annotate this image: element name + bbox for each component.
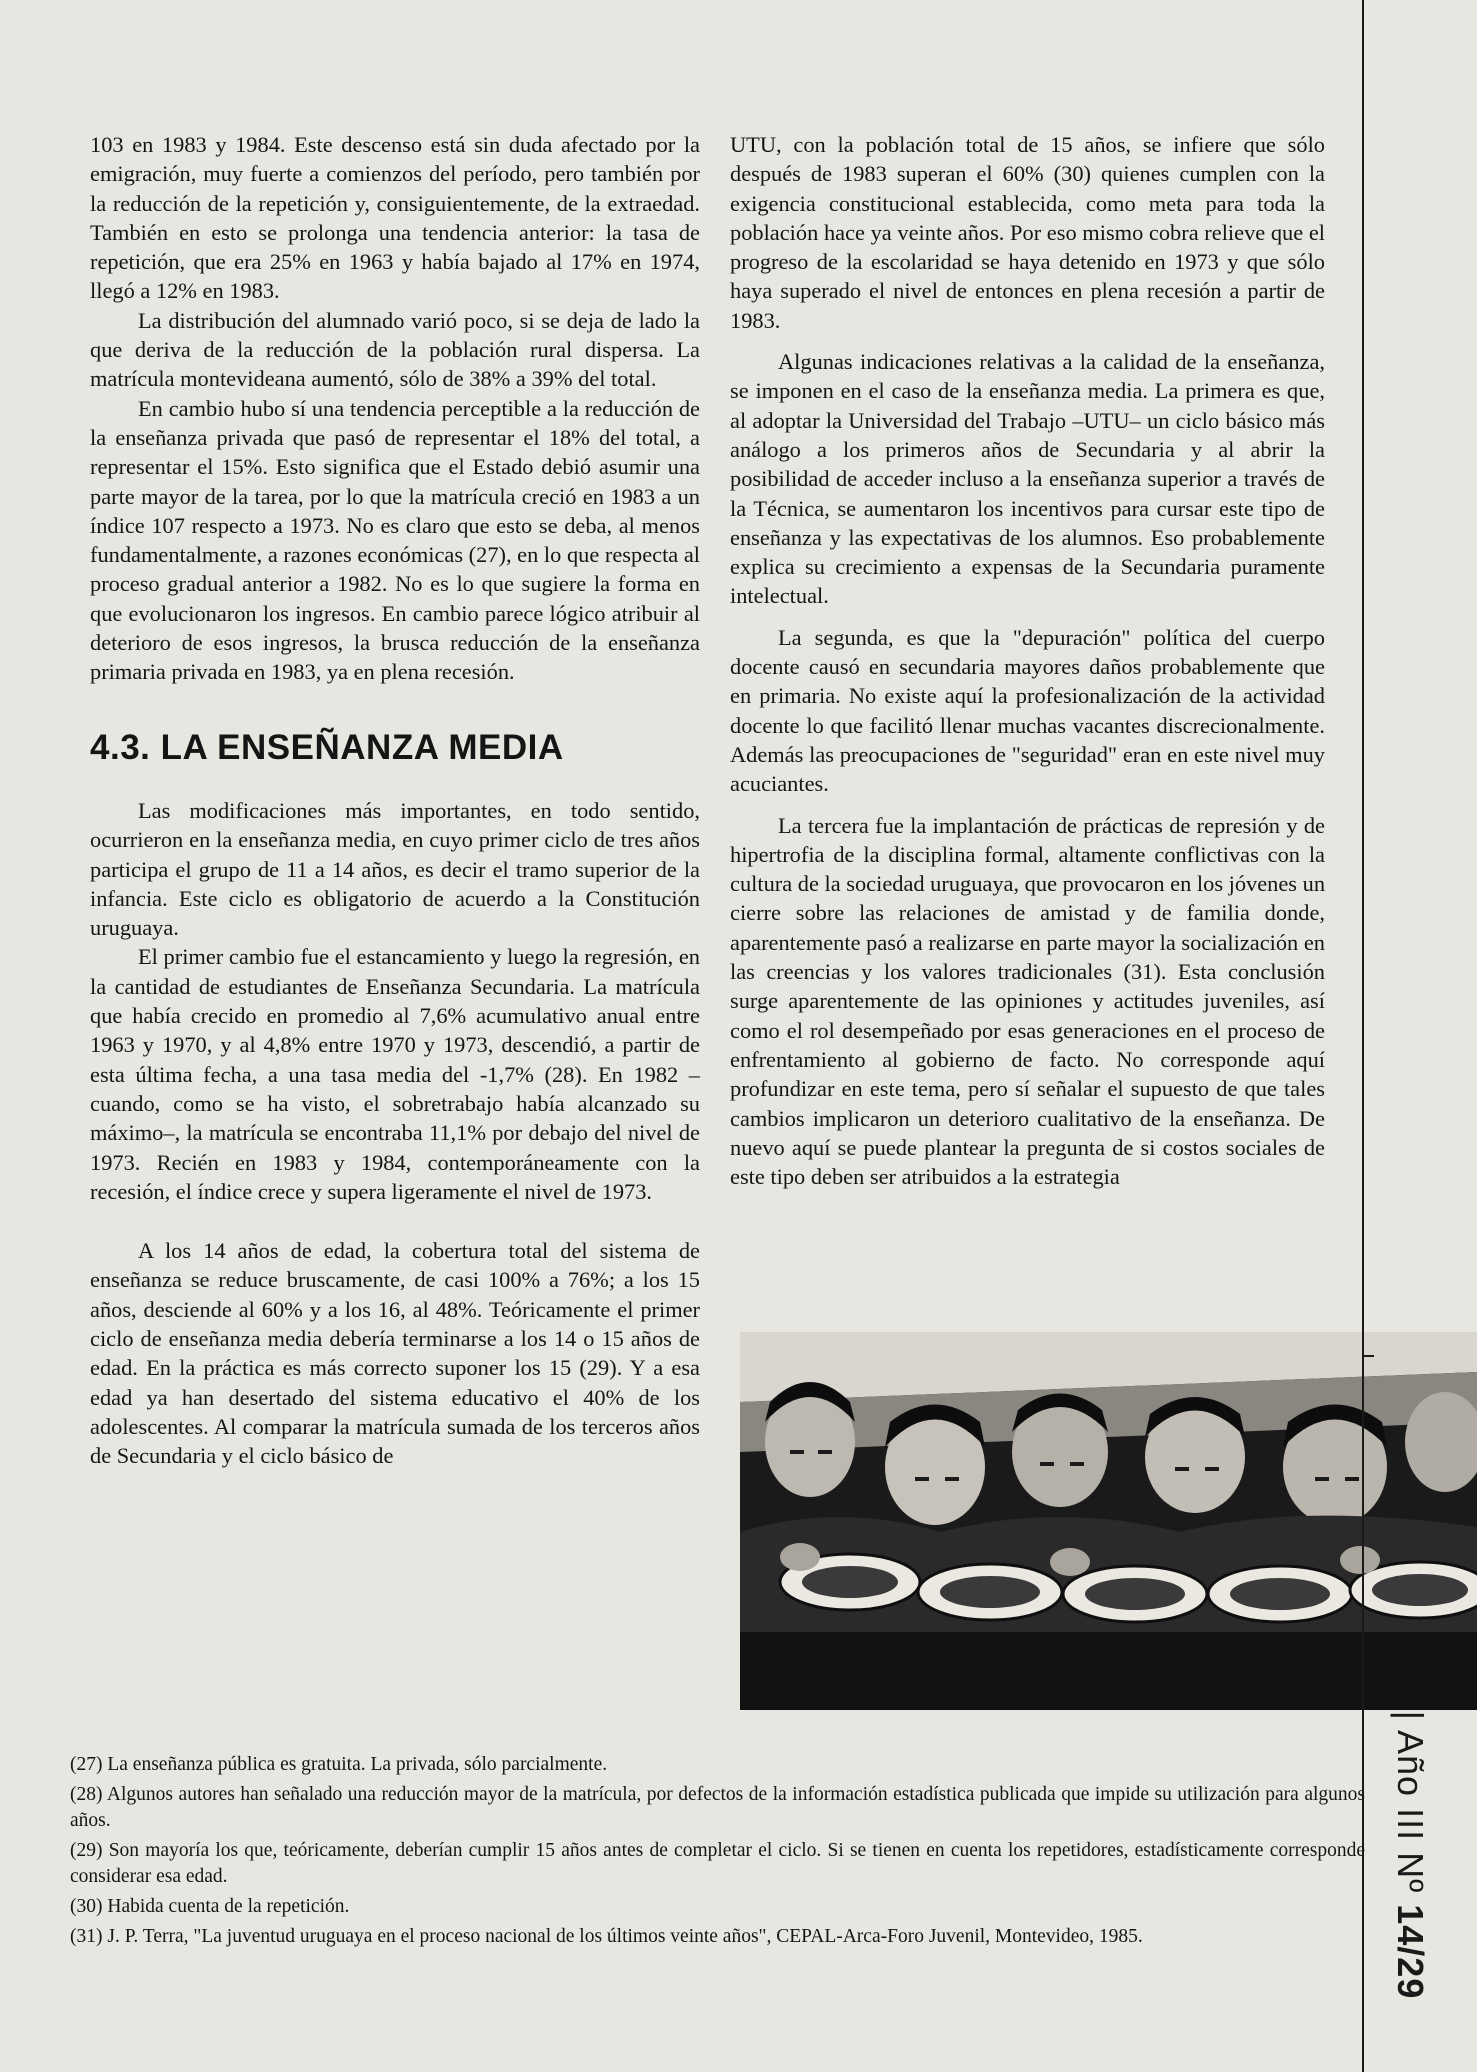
paragraph: UTU, con la población total de 15 años, se infiere que sólo después de 1983 superan el 60% (30) quienes cumplen con la exigencia constitucional establecida, como meta para toda la población hace ya veinte años. Por eso mismo cobra relieve que el progreso de la escolaridad se haya detenido en 1973 y que sólo haya superado el nivel de entonces en plena recesión a partir de 1983. bbox=[730, 132, 1325, 333]
issue-number: 14/29 bbox=[1390, 1904, 1431, 2000]
footnote: (28) Algunos autores han señalado una reducción mayor de la matrícula, por defectos de la información estadística publicada que impide su utilización para algunos años. bbox=[70, 1784, 1365, 1831]
footnote: (30) Habida cuenta de la repetición. bbox=[70, 1896, 350, 1917]
paragraph: 103 en 1983 y 1984. Este descenso está sin duda afectado por la emigración, muy fuerte a comienzos del período, pero también por la reducción de la repetición y, consiguientemente, de la extraedad. También en esto se prolonga una tendencia anterior: la tasa de repetición, que era 25% en 1963 y había bajado al 17% en 1974, llegó a 12% en 1983. bbox=[90, 132, 700, 304]
paragraph: Las modificaciones más importantes, en todo sentido, ocurrieron en la enseñanza media, en cuyo primer ciclo de tres años participa el grupo de 11 a 14 años, es decir el tramo superior de la infancia. Este ciclo es obligatorio de acuerdo a la Constitución uruguaya. bbox=[90, 797, 700, 941]
paragraph: En cambio hubo sí una tendencia perceptible a la reducción de la enseñanza privada que pasó de representar el 18% del total, a representar el 15%. Esto significa que el Estado debió asumir una parte mayor de la tarea, por lo que la matrícula creció en 1983 a un índice 107 respecto a 1973. No es claro que esto se deba, al menos fundamentalmente, a razones económicas (27), en lo que respecta al proceso gradual anterior a 1982. No es lo que sugiere la forma en que evolucionaron los ingresos. En cambio parece lógico atribuir al deterioro de esos ingresos, la brusca reducción de la enseñanza primaria privada en 1983, ya en plena recesión. bbox=[90, 395, 700, 685]
rule-tick bbox=[1362, 1355, 1374, 1357]
issue-label-text bbox=[1389, 1711, 1431, 2000]
paragraph: Algunas indicaciones relativas a la calidad de la enseñanza, se imponen en el caso de la enseñanza media. La primera es que, al adoptar la Universidad del Trabajo –UTU– un ciclo básico más análogo a los primeros años de Secundaria y al abrir la posibilidad de acceder incluso a la enseñanza superior a través de la Técnica, se aumentaron los incentivos para cursar este tipo de enseñanza y las expectativas de los alumnos. Eso probablemente explica su crecimiento a expensas de la Secundaria puramente intelectual. bbox=[730, 349, 1325, 609]
paragraph: La distribución del alumnado varió poco, si se deja de lado la que deriva de la reducción de la población rural dispersa. La matrícula montevideana aumentó, sólo de 38% a 39% del total. bbox=[90, 307, 700, 392]
footnotes bbox=[70, 1752, 1365, 1954]
paragraph: La segunda, es que la "depuración" política del cuerpo docente causó en secundaria mayores daños probablemente que en primaria. No existe aquí la profesionalización de la actividad docente lo que facilitó llenar muchas vacantes discrecionalmente. Además las preocupaciones de "seguridad" eran en este nivel muy acuciantes. bbox=[730, 624, 1325, 797]
issue-prefix: | Año III Nº bbox=[1390, 1710, 1431, 1905]
paragraph: El primer cambio fue el estancamiento y luego la regresión, en la cantidad de estudiantes de Enseñanza Secundaria. La matrícula que había crecido en promedio al 7,6% acumulativo anual entre 1963 y 1970, y al 4,8% entre 1970 y 1973, descendió, a partir de esta última fecha, a una tasa media del -1,7% (28). En 1982 –cuando, como se ha visto, el sobretrabajo había alcanzado su máximo–, la matrícula se encontraba 11,1% por debajo del nivel de 1973. Recién en 1983 y 1984, contemporáneamente con la recesión, el índice crece y supera ligeramente el nivel de 1973. bbox=[90, 944, 700, 1204]
section-heading: 4.3. LA ENSEÑANZA MEDIA bbox=[90, 727, 564, 767]
issue-label bbox=[1380, 1705, 1440, 2005]
footnote: (31) J. P. Terra, "La juventud uruguaya en el proceso nacional de los últimos veinte años", CEPAL-Arca-Foro Juvenil, Montevideo, 1985. bbox=[70, 1926, 1143, 1947]
right-column bbox=[730, 130, 1325, 1191]
photo-children-eating bbox=[740, 1332, 1477, 1710]
footnote: (29) Son mayoría los que, teóricamente, deberían cumplir 15 años antes de completar el ciclo. Si se tienen en cuenta los repetidores, estadísticamente corresponde considerar esa edad. bbox=[70, 1840, 1365, 1887]
footnote: (27) La enseñanza pública es gratuita. La privada, sólo parcialmente. bbox=[70, 1754, 608, 1775]
paragraph: A los 14 años de edad, la cobertura total del sistema de enseñanza se reduce bruscamente, de casi 100% a 76%; a los 15 años, desciende al 60% y a los 16, al 48%. Teóricamente el primer ciclo de enseñanza media debería terminarse a los 14 o 15 años de edad. En la práctica es más correcto suponer los 15 (29). Y a esa edad ya han desertado del sistema educativo el 40% de los adolescentes. Al comparar la matrícula sumada de los terceros años de Secundaria y el ciclo básico de bbox=[90, 1238, 700, 1469]
paragraph: La tercera fue la implantación de prácticas de represión y de hipertrofia de la disciplina formal, altamente conflictivas con la cultura de la sociedad uruguaya, que provocaron en los jóvenes un cierre sobre las relaciones de amistad y de familia donde, aparentemente pasó a realizarse en parte mayor la socialización en las creencias y los valores tradicionales (31). Esta conclusión surge aparentemente de las opiniones y actitudes juveniles, así como el rol desempeñado por esas generaciones en el proceso de enfrentamiento al gobierno de facto. No corresponde aquí profundizar en este tema, pero sí señalar el supuesto de que tales cambios implicaron un deterioro cualitativo de la enseñanza. De nuevo aquí se puede plantear la pregunta de si costos sociales de este tipo deben ser atribuidos a la estrategia bbox=[730, 812, 1326, 1190]
left-column bbox=[90, 130, 700, 1470]
